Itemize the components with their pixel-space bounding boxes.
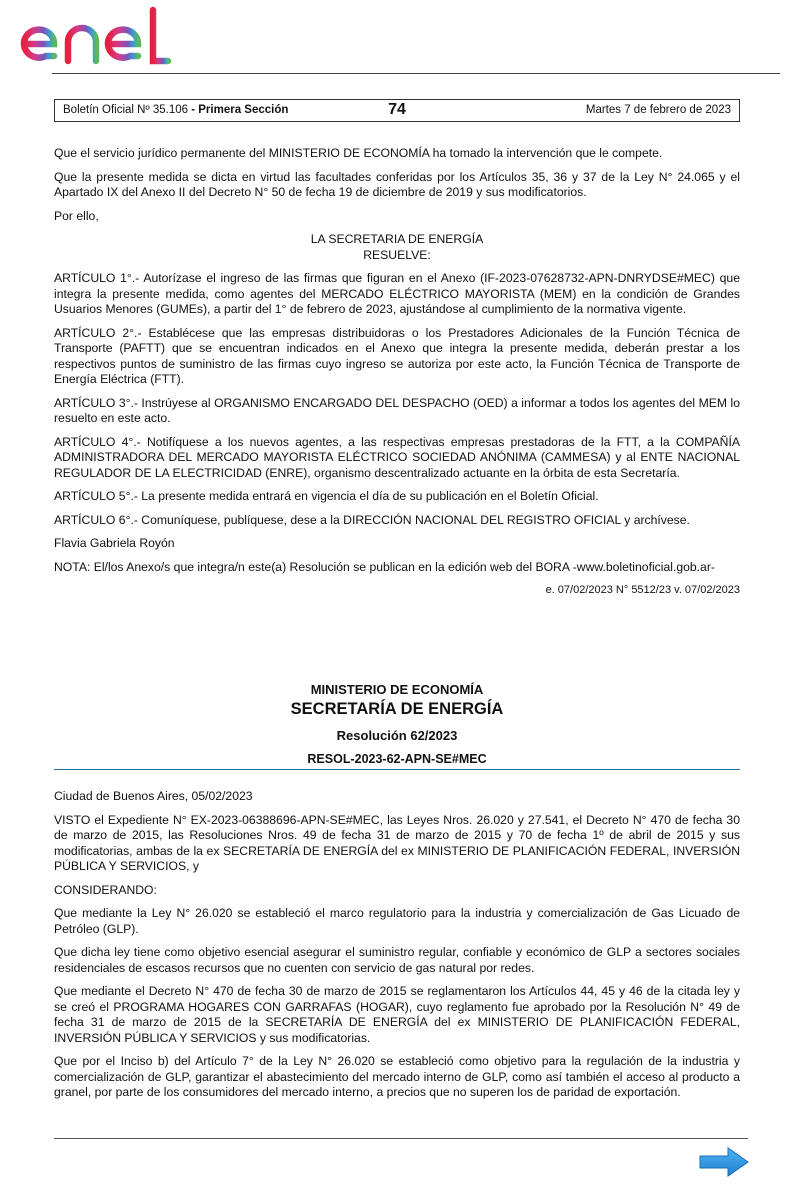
paragraph: Que dicha ley tiene como objetivo esencial asegurar el suministro regular, confiable y económico de GLP a sectores sociales residenciales de escasos recursos que no cuenten con servicio de gas natural por redes. — [54, 945, 740, 975]
paragraph: Que mediante el Decreto N° 470 de fecha 30 de marzo de 2015 se reglamentaron los Artículos 44, 45 y 46 de la citada ley y se creó el PROGRAMA HOGARES CON GARRAFAS (HOGAR), cuyo reglamento fue aprobado por la Resolución N° 49 de fecha 31 de marzo de 2015 de la SECRETARÍA DE ENERGÍA del ex MINISTERIO DE PLANIFICACIÓN FEDERAL, INVERSIÓN PÚBLICA Y SERVICIOS y sus modificatorias. — [54, 984, 740, 1045]
resolution-body — [54, 789, 740, 1109]
section-divider — [54, 769, 740, 770]
top-divider — [52, 73, 780, 74]
ministry-title: MINISTERIO DE ECONOMÍA — [310, 682, 484, 697]
page-number: 74 — [388, 101, 406, 118]
publication-reference: e. 07/02/2023 N° 5512/23 v. 07/02/2023 — [545, 584, 740, 596]
paragraph: VISTO el Expediente N° EX-2023-06388696-APN-SE#MEC, las Leyes Nros. 26.020 y 27.541, el Decreto N° 470 de fecha 30 de marzo de 2015, las Resoluciones Nros. 49 de fecha 31 de marzo de 2015 y 70 de fecha 1º de abril de 2015 y sus modificatorias, ambas de la ex SECRETARÍA DE ENERGÍA del ex MINISTERIO DE PLANIFICACIÓN FEDERAL, INVERSIÓN PÚBLICA Y SERVICIOS, y — [54, 812, 740, 873]
secretariat-title: SECRETARÍA DE ENERGÍA — [290, 700, 504, 718]
paragraph: Que la presente medida se dicta en virtud las facultades conferidas por los Artículos 35, 36 y 37 de la Ley N° 24.065 y el Apartado IX del Anexo II del Decreto N° 50 de fecha 19 de diciembre de 2019 y sus modificatorios. — [54, 169, 740, 199]
paragraph: Que el servicio jurídico permanente del MINISTERIO DE ECONOMÍA ha tomado la intervención que le compete. — [54, 146, 663, 160]
bottom-divider — [54, 1138, 748, 1139]
paragraph: Por ello, — [54, 208, 99, 223]
enel-logo — [18, 6, 188, 66]
article: ARTÍCULO 2°.- Establécese que las empresas distribuidoras o los Prestadores Adicionales de la Función Técnica de Transporte (PAFTT) que se encuentran indicados en el Anexo que integra la presente medida, deberán prestar a los respectivos puntos de suministro de las firmas cuyo ingreso se autoriza por este acto, la Función Técnica de Transporte de Energía Eléctrica (FTT). — [54, 325, 740, 386]
resolve-heading-verb: RESUELVE: — [363, 247, 431, 262]
paragraph: Ciudad de Buenos Aires, 05/02/2023 — [54, 789, 253, 803]
article: ARTÍCULO 6°.- Comuníquese, publíquese, dese a la DIRECCIÓN NACIONAL DEL REGISTRO OFICIAL y archívese. — [54, 512, 690, 527]
article: ARTÍCULO 4°.- Notifíquese a los nuevos agentes, a las respectivas empresas prestadoras de la FTT, a la COMPAÑÍA ADMINISTRADORA DEL MERCADO MAYORISTA ELÉCTRICO SOCIEDAD ANÓNIMA (CAMMESA) y al ENTE NACIONAL REGULADOR DE LA ELECTRICIDAD (ENRE), organismo descentralizado actuante en la órbita de esta Secretaría. — [54, 434, 740, 480]
arrow-right-icon[interactable] — [698, 1146, 750, 1178]
resolution-title: Resolución 62/2023 — [336, 728, 458, 743]
signature: Flavia Gabriela Royón — [54, 536, 175, 550]
article: ARTÍCULO 1°.- Autorízase el ingreso de las firmas que figuran en el Anexo (IF-2023-07628732-APN-DNRYDSE#MEC) que integra la presente medida, como agentes del MERCADO ELÉCTRICO MAYORISTA (MEM) en la condición de Grandes Usuarios Menores (GUMEs), a partir del 1° de febrero de 2023, ajustándose al cumplimiento de la normativa vigente. — [54, 271, 740, 316]
article: ARTÍCULO 5°.- La presente medida entrará en vigencia el día de su publicación en el Boletín Oficial. — [54, 489, 599, 503]
resolve-heading — [54, 232, 740, 263]
bulletin-issue: Boletín Oficial Nº 35.106 - Primera Sección — [63, 104, 289, 116]
bulletin-header — [54, 99, 740, 122]
paragraph: CONSIDERANDO: — [54, 882, 157, 897]
bulletin-date: Martes 7 de febrero de 2023 — [585, 104, 731, 116]
resolve-heading-authority: LA SECRETARIA DE ENERGÍA — [310, 232, 484, 246]
resolution-code: RESOL-2023-62-APN-SE#MEC — [307, 752, 487, 766]
annex-note: NOTA: El/los Anexo/s que integra/n este(a) Resolución se publican en la edición web del BORA -www.boletinoficial.gob.ar- — [54, 559, 715, 574]
paragraph: Que por el Inciso b) del Artículo 7° de la Ley N° 26.020 se estableció como objetivo para la regulación de la industria y comercialización de GLP, garantizar el abastecimiento del mercado interno de GLP, como así también el acceso al producto a granel, por parte de los consumidores del mercado interno, a precios que no superen los de paridad de exportación. — [54, 1054, 740, 1099]
article: ARTÍCULO 3°.- Instrúyese al ORGANISMO ENCARGADO DEL DESPACHO (OED) a informar a todos los agentes del MEM lo resuelto en este acto. — [54, 395, 740, 425]
resolution-closing — [54, 146, 740, 599]
paragraph: Que mediante la Ley N° 26.020 se estableció el marco regulatorio para la industria y comercialización de Gas Licuado de Petróleo (GLP). — [54, 906, 740, 936]
